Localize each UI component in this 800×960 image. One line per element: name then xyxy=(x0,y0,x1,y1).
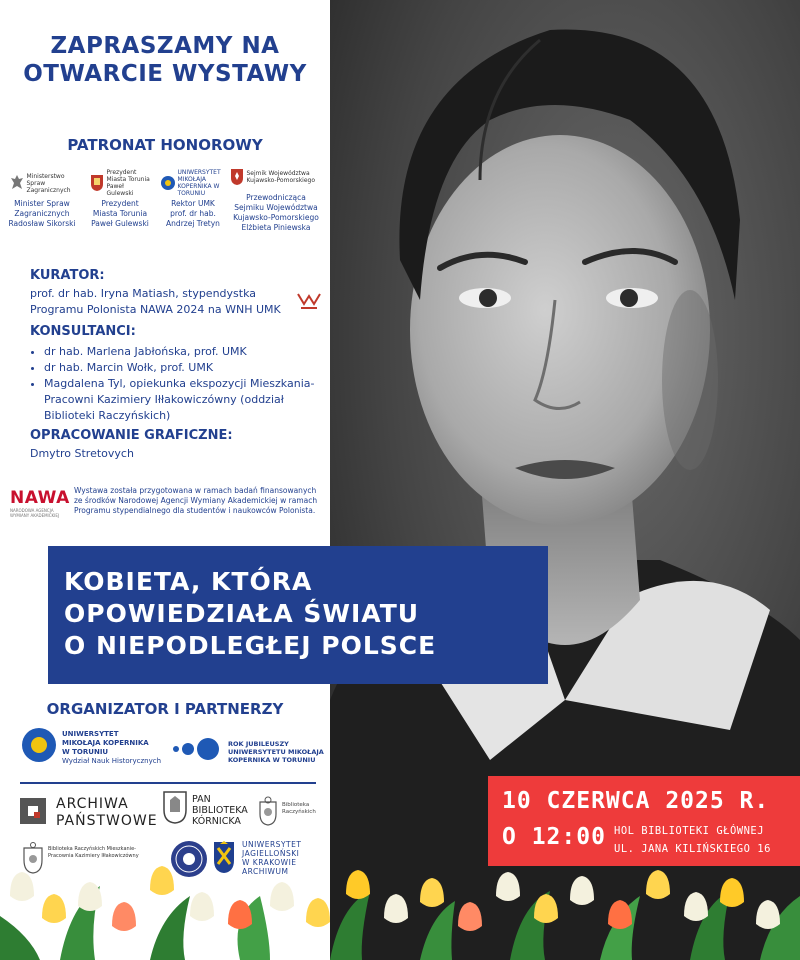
pbk-text xyxy=(192,794,248,827)
mpki-text: Biblioteka Raczyńskich Mieszkanie-Pracownia Kazimiery Iłłakowiczówny xyxy=(48,846,139,859)
patron-line: Zagranicznych xyxy=(14,209,70,218)
invitation-line1: ZAPRASZAMY NA xyxy=(50,33,280,59)
raczynskich-crest-icon xyxy=(258,796,278,826)
archiwa-line2: PAŃSTWOWE xyxy=(56,813,158,829)
umk-logo-text xyxy=(62,730,180,766)
event-place xyxy=(614,822,771,858)
consultant-item: • dr hab. Marcin Wołk, prof. UMK xyxy=(44,360,326,376)
nawa-funding-text: Wystawa została przygotowana w ramach badań finansowanych ze środków Narodowej Agencji Wymiany Akademickiej w ramach Programu stypendialnego dla studentów i naukowców Polonista. xyxy=(74,486,318,515)
raczynskich-text: Biblioteka Raczyńskich xyxy=(282,802,316,815)
exhibition-title-banner xyxy=(48,546,548,684)
patron-line: Minister Spraw xyxy=(14,199,70,208)
title-line3: O NIEPODLEGŁEJ POLSCE xyxy=(64,631,437,660)
torun-logo xyxy=(84,170,156,196)
archiwa-text xyxy=(56,796,158,830)
umk-small-logo xyxy=(158,170,228,196)
tulip-border xyxy=(0,866,800,960)
event-date-box xyxy=(488,776,800,866)
event-time: O 12:00 xyxy=(502,824,606,850)
uj-line2: JAGIELLOŃSKI xyxy=(242,849,300,858)
uj-line3: W KRAKOWIE xyxy=(242,858,297,867)
patron-line: Prezydent xyxy=(101,199,139,208)
organizers-heading: ORGANIZATOR I PARTNERZY xyxy=(46,700,284,718)
patrons-row xyxy=(4,170,330,234)
archiwa-panstwowe-logo xyxy=(20,796,160,830)
umk-organizer xyxy=(22,728,324,780)
patron-line: Kujawsko-Pomorskiego xyxy=(233,213,319,222)
invitation-line2: OTWARCIE WYSTAWY xyxy=(23,61,307,87)
sejmik-logo-text: Sejmik Województwa Kujawsko-Pomorskiego xyxy=(246,170,316,184)
nawa-logo-text: NAWA xyxy=(10,488,70,508)
patron-sejmik xyxy=(226,164,326,233)
sejmik-logo xyxy=(226,164,326,190)
uj-line4: ARCHIWUM xyxy=(242,867,289,876)
title-line1: KOBIETA, KTÓRA xyxy=(64,567,313,596)
torun-crest-icon xyxy=(90,174,104,192)
torun-logo-text: Prezydent Miasta Torunia Paweł Gulewski xyxy=(106,169,150,197)
jubilee-dots-icon xyxy=(172,738,220,760)
consultant-item: • dr hab. Marlena Jabłońska, prof. UMK xyxy=(44,344,326,360)
nawa-note xyxy=(10,486,320,522)
biblioteka-raczynskich-logo xyxy=(258,792,324,832)
wnh-logo-icon xyxy=(296,290,322,312)
patron-line: Elżbieta Piniewska xyxy=(241,223,311,232)
eagle-icon xyxy=(10,174,24,192)
msz-logo xyxy=(4,170,80,196)
graphics-name: Dmytro Stretovych xyxy=(30,447,134,460)
patron-msz xyxy=(4,170,80,229)
info-panel xyxy=(0,0,330,880)
umk-line3: W TORUNIU xyxy=(62,748,109,756)
event-place-line2: UL. JANA KILIŃSKIEGO 16 xyxy=(614,843,771,855)
consultants-heading: KONSULTANCI: xyxy=(30,324,136,339)
umk-small-logo-text: UNIWERSYTET MIKOŁAJA KOPERNIKA W TORUNIU xyxy=(177,169,221,197)
patron-line: Andrzej Tretyn xyxy=(166,219,220,228)
consultants-list xyxy=(30,344,326,424)
patron-line: Paweł Gulewski xyxy=(91,219,149,228)
invitation-heading xyxy=(10,32,320,88)
sejmik-crest-icon xyxy=(230,168,244,186)
curator-heading: KURATOR: xyxy=(30,268,105,283)
msz-logo-text: Ministerstwo Spraw Zagranicznych xyxy=(26,172,71,194)
patron-umk xyxy=(158,170,228,229)
patron-torun xyxy=(84,170,156,229)
umk-faculty: Wydział Nauk Historycznych xyxy=(62,757,162,765)
nawa-logo-subtitle: NARODOWA AGENCJA WYMIANY AKADEMICKIEJ xyxy=(10,508,60,518)
patronage-heading: PATRONAT HONOROWY xyxy=(67,136,263,154)
curator-line1: prof. dr hab. Iryna Matiash, stypendystka xyxy=(30,287,256,300)
event-place-line1: HOL BIBLIOTEKI GŁÓWNEJ xyxy=(614,825,765,837)
nawa-logo xyxy=(10,488,68,518)
curator-line2: Programu Polonista NAWA 2024 na WNH UMK xyxy=(30,303,281,316)
patron-line: Miasta Torunia xyxy=(92,209,148,218)
patron-line: Rektor UMK xyxy=(171,199,215,208)
graphics-heading: OPRACOWANIE GRAFICZNE: xyxy=(30,428,233,443)
partners-divider xyxy=(20,782,316,784)
kornicka-crest-icon xyxy=(162,790,188,824)
curator-text xyxy=(30,286,326,318)
consultant-item: • Magdalena Tyl, opiekunka ekspozycji Mieszkania-Pracowni Kazimiery Iłłakowiczówny (oddział Biblioteki Raczyńskich) xyxy=(44,376,326,424)
umk-sun-icon xyxy=(161,176,175,190)
event-date: 10 CZERWCA 2025 R. xyxy=(502,788,770,814)
umk-line1: UNIWERSYTET xyxy=(62,730,119,738)
pbk-line2: BIBLIOTEKA xyxy=(192,805,248,816)
patron-line: Sejmiku Województwa xyxy=(234,203,318,212)
tulip-heads xyxy=(10,866,780,931)
umk-line2: MIKOŁAJA KOPERNIKA xyxy=(62,739,149,747)
pbk-line3: KÓRNICKA xyxy=(192,816,241,827)
title-line2: OPOWIEDZIAŁA ŚWIATU xyxy=(64,599,420,628)
pan-biblioteka-kornicka-logo xyxy=(162,790,252,830)
archiwa-line1: ARCHIWA xyxy=(56,796,129,812)
archiwa-icon xyxy=(20,798,46,824)
patron-line: Przewodnicząca xyxy=(246,193,306,202)
uj-line1: UNIWERSYTET xyxy=(242,840,302,849)
jubilee-text: ROK JUBILEUSZY UNIWERSYTETU MIKOŁAJA KOPERNIKA W TORUNIU xyxy=(228,740,324,764)
umk-logo-icon xyxy=(22,728,56,762)
pbk-line1: PAN xyxy=(192,794,211,805)
patron-line: prof. dr hab. xyxy=(170,209,216,218)
patron-line: Radosław Sikorski xyxy=(8,219,76,228)
